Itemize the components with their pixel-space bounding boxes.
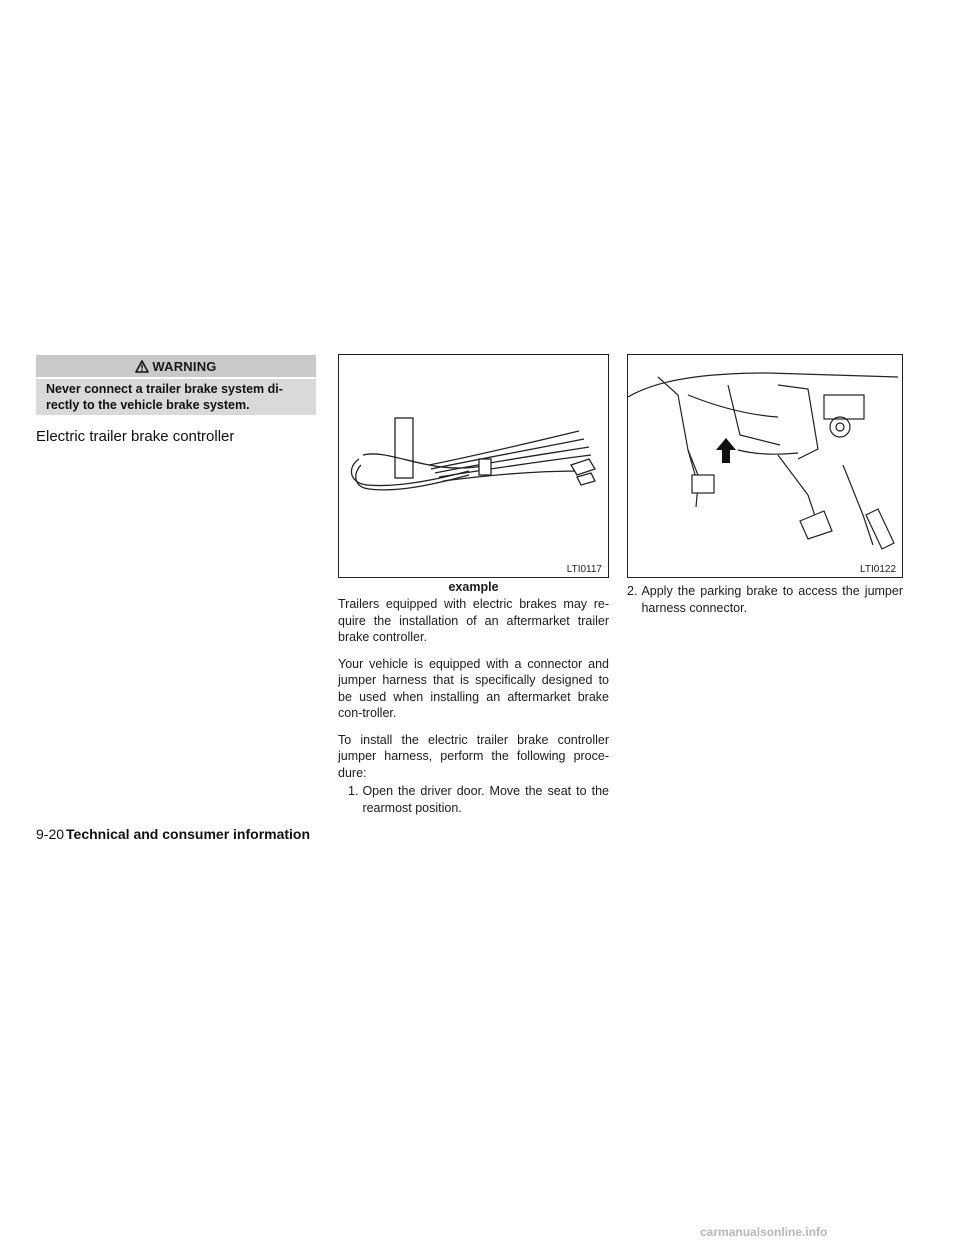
page-number: 9-20	[36, 826, 65, 842]
figure-jumper-harness	[338, 354, 609, 578]
chapter-title: Technical and consumer information	[66, 826, 311, 842]
page-footer	[36, 826, 310, 842]
figure-pedal-area	[627, 354, 903, 578]
paragraph: Trailers equipped with electric brakes may re-quire the installation of an aftermarket trailer brake controller.	[338, 597, 609, 644]
step-text: Apply the parking brake to access the jumper harness connector.	[641, 584, 903, 615]
body-column-1	[338, 596, 609, 816]
figure-caption: example	[448, 580, 499, 594]
step-number: 2.	[627, 584, 638, 598]
warning-title: WARNING	[152, 358, 217, 374]
paragraph: Your vehicle is equipped with a connector and jumper harness that is specifically designed to be used when installing an aftermarket brake con-troller.	[338, 656, 609, 720]
warning-icon	[135, 360, 149, 373]
figure-code: LTI0122	[860, 564, 896, 575]
paragraph: To install the electric trailer brake controller jumper harness, perform the following proce-dure:	[338, 732, 609, 780]
arrow-icon	[716, 438, 736, 463]
section-title: Electric trailer brake controller	[36, 428, 235, 445]
step-text: Open the driver door. Move the seat to the rearmost position.	[362, 784, 609, 815]
body-column-2	[627, 583, 903, 616]
figure-code: LTI0117	[566, 564, 602, 575]
procedure-step	[348, 783, 609, 816]
step-number: 1.	[348, 784, 359, 798]
harness-illustration	[339, 355, 608, 577]
warning-text: Never connect a trailer brake system di-rectly to the vehicle brake system.	[36, 379, 316, 415]
procedure-step	[627, 583, 903, 616]
warning-header	[36, 355, 316, 377]
watermark: carmanualsonline.info	[700, 1225, 828, 1239]
pedal-illustration	[628, 355, 902, 577]
